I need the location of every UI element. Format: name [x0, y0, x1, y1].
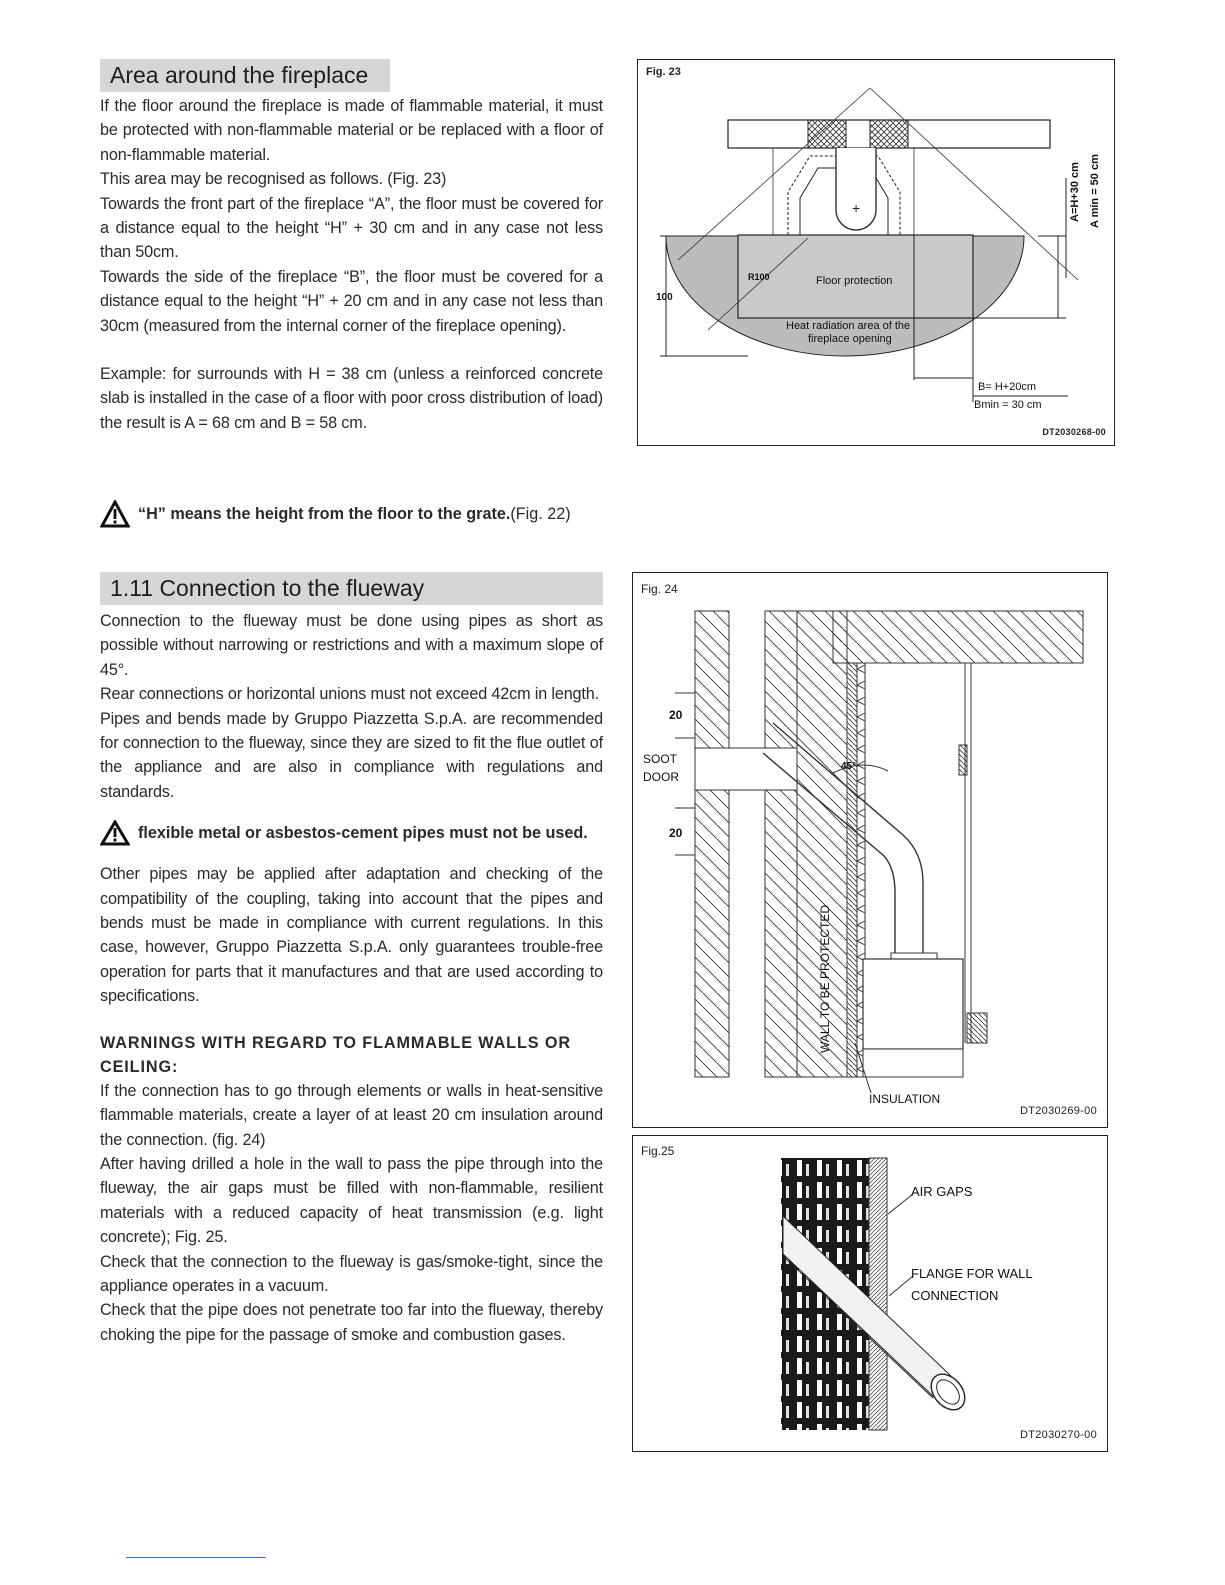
- pipe-warning: [100, 820, 603, 846]
- section-connection-flueway: [100, 572, 603, 1347]
- figure-code: DT2030268-00: [1042, 427, 1106, 437]
- figure-25: [632, 1135, 1108, 1452]
- b-formula: B= H+20cm: [978, 381, 1037, 393]
- a-min: A min = 50 cm: [1089, 154, 1101, 228]
- figure-label: Fig.25: [641, 1144, 675, 1158]
- fig25-drawing: [633, 1136, 1107, 1451]
- figure-label: Fig. 24: [641, 582, 678, 596]
- paragraph: Pipes and bends made by Gruppo Piazzetta S.p.A. are recommended for connection to the flueway, since they are sized to fit the flue outlet of the appliance and are also in compliance with regulations and standards.: [100, 709, 603, 801]
- soot-label-1: SOOT: [643, 752, 678, 766]
- svg-text:+: +: [852, 200, 861, 216]
- fig24-drawing: [633, 573, 1107, 1127]
- paragraph: Towards the front part of the fireplace “A”, the floor must be covered for a distance equal to the height “H” + 30 cm and in any case not less than 50cm.: [100, 194, 603, 262]
- wall-label: WALL TO BE PROTECTED: [818, 904, 832, 1053]
- paragraph: This area may be recognised as follows. (Fig. 23): [100, 170, 447, 189]
- dim-20-b: 20: [669, 826, 683, 840]
- paragraph: Connection to the flueway must be done using pipes as short as possible without narrowing or restrictions and with a maximum slope of 45°.: [100, 612, 603, 679]
- section-body-3: [100, 1079, 603, 1347]
- floor-protection-label: Floor protection: [816, 275, 893, 287]
- r100-label: R100: [748, 272, 770, 282]
- warning-icon: [100, 820, 130, 846]
- paragraph: Other pipes may be applied after adaptation and checking of the compatibility of the coupling, taking into account that the pipes and bends must be made in compliance with current regulations. In this case, however, Gruppo Piazzetta S.p.A. only guarantees trouble-free operation for parts that it manufactures and that are used according to specifications.: [100, 865, 603, 1006]
- warning-icon: [100, 500, 130, 528]
- paragraph: If the connection has to go through elements or walls in heat-sensitive flammable materials, create a layer of at least 20 cm insulation around the connection. (fig. 24): [100, 1081, 603, 1149]
- section-body: [100, 94, 603, 435]
- flange-label-1: FLANGE FOR WALL: [911, 1266, 1033, 1281]
- section-heading: Area around the fireplace: [100, 59, 390, 92]
- figure-24: [632, 572, 1108, 1128]
- paragraph: Check that the pipe does not penetrate too far into the flueway, thereby choking the pipe for the passage of smoke and combustion gases.: [100, 1301, 603, 1344]
- section-body: [100, 609, 603, 804]
- footer-link-line: [126, 1557, 266, 1558]
- section-heading: 1.11 Connection to the flueway: [100, 572, 603, 605]
- air-gaps-label: AIR GAPS: [911, 1184, 973, 1199]
- section-area-around-fireplace: [100, 59, 603, 435]
- insulation-label: INSULATION: [869, 1092, 941, 1106]
- note-ref: (Fig. 22): [510, 505, 571, 523]
- paragraph: Check that the connection to the flueway is gas/smoke-tight, since the appliance operates in a vacuum.: [100, 1252, 603, 1295]
- height-note: [100, 500, 603, 528]
- soot-label-2: DOOR: [643, 770, 679, 784]
- b-min: Bmin = 30 cm: [974, 399, 1042, 411]
- paragraph: If the floor around the fireplace is made of flammable material, it must be protected with non-flammable material or be replaced with a floor of non-flammable material.: [100, 97, 603, 164]
- heat-radiation-label-2: fireplace opening: [808, 333, 892, 345]
- paragraph: Rear connections or horizontal unions must not exceed 42cm in length.: [100, 685, 599, 704]
- note-bold: “H” means the height from the floor to the grate.: [138, 505, 511, 523]
- figure-code: DT2030269-00: [1020, 1105, 1097, 1117]
- paragraph: Towards the side of the fireplace “B”, the floor must be covered for a distance equal to the height “H” + 20 cm and in any case not less than 30cm (measured from the internal corner of the fireplace opening).: [100, 267, 603, 335]
- warning-text: flexible metal or asbestos-cement pipes must not be used.: [138, 824, 588, 843]
- a-formula: A=H+30 cm: [1069, 162, 1081, 222]
- fig23-drawing: [638, 60, 1114, 445]
- heat-radiation-label-1: Heat radiation area of the: [786, 320, 911, 332]
- subheading: WARNINGS WITH REGARD TO FLAMMABLE WALLS OR CEILING:: [100, 1033, 571, 1076]
- figure-label: Fig. 23: [646, 66, 681, 78]
- paragraph: After having drilled a hole in the wall to pass the pipe through into the flueway, the air gaps must be filled with non-flammable, resilient materials with a reduced capacity of heat transmission (e.g. light concrete); Fig. 25.: [100, 1154, 603, 1247]
- flange-label-2: CONNECTION: [911, 1288, 999, 1303]
- section-body-2: [100, 862, 603, 1008]
- figure-23: [637, 59, 1115, 446]
- paragraph: Example: for surrounds with H = 38 cm (unless a reinforced concrete slab is installed in the case of a floor with poor cross distribution of load) the result is A = 68 cm and B = 58 cm.: [100, 365, 603, 432]
- dim-20-a: 20: [669, 708, 683, 722]
- angle-label: 45°: [841, 761, 857, 772]
- figure-code: DT2030270-00: [1020, 1429, 1097, 1441]
- dim-100: 100: [656, 292, 673, 303]
